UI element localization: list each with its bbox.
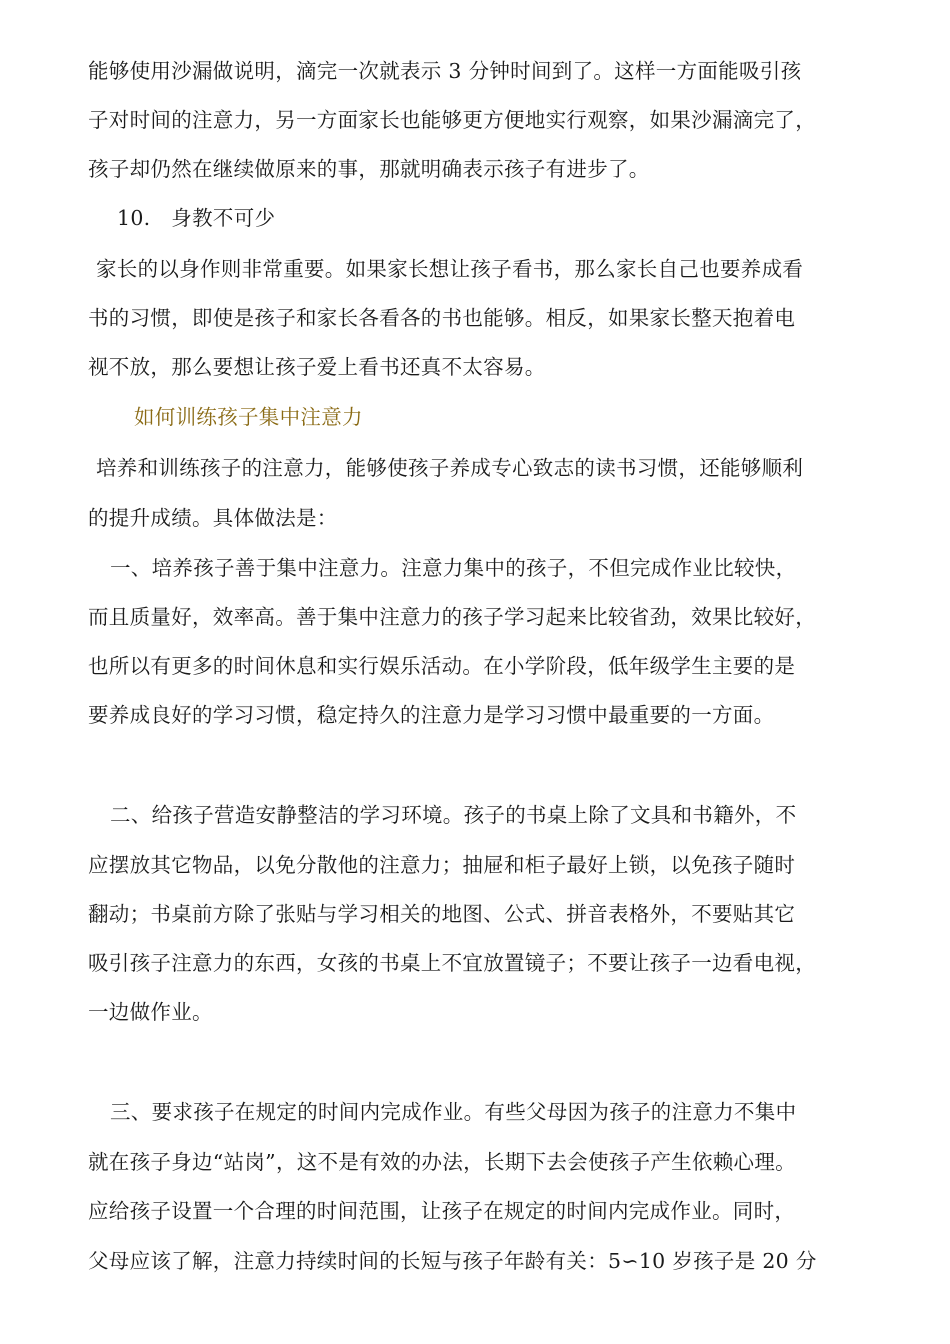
paragraph-line: 视不放，那么要想让孩子爱上看书还真不太容易。 (88, 355, 546, 379)
paragraph-line: 子对时间的注意力，另一方面家长也能够更方便地实行观察，如果沙漏滴完了， (88, 108, 816, 132)
section-heading: 如何训练孩子集中注意力 (134, 405, 363, 429)
paragraph-line: 能够使用沙漏做说明，滴完一次就表示 3 分钟时间到了。这样一方面能吸引孩 (88, 59, 802, 83)
paragraph-line: 父母应该了解，注意力持续时间的长短与孩子年龄有关：5∽10 岁孩子是 20 分 (88, 1249, 817, 1273)
paragraph-line: 而且质量好，效率高。善于集中注意力的孩子学习起来比较省劲，效果比较好， (88, 605, 816, 629)
paragraph-line: 书的习惯，即使是孩子和家长各看各的书也能够。相反，如果家长整天抱着电 (88, 306, 796, 330)
paragraph-line: 应摆放其它物品，以免分散他的注意力；抽屉和柜子最好上锁，以免孩子随时 (88, 853, 796, 877)
paragraph-line: 也所以有更多的时间休息和实行娱乐活动。在小学阶段，低年级学生主要的是 (88, 654, 796, 678)
paragraph-line: 三、要求孩子在规定的时间内完成作业。有些父母因为孩子的注意力不集中 (110, 1100, 797, 1124)
paragraph-line: 要养成良好的学习习惯，稳定持久的注意力是学习习惯中最重要的一方面。 (88, 703, 775, 727)
paragraph-line: 吸引孩子注意力的东西，女孩的书桌上不宜放置镜子；不要让孩子一边看电视， (88, 951, 816, 975)
paragraph-line: 二、给孩子营造安静整洁的学习环境。孩子的书桌上除了文具和书籍外，不 (110, 803, 797, 827)
paragraph-line: 家长的以身作则非常重要。如果家长想让孩子看书，那么家长自己也要养成看 (96, 257, 804, 281)
paragraph-line: 就在孩子身边“站岗”，这不是有效的办法，长期下去会使孩子产生依赖心理。 (88, 1150, 796, 1174)
paragraph-line: 一边做作业。 (88, 1000, 213, 1024)
paragraph-line: 的提升成绩。具体做法是： (88, 506, 338, 530)
paragraph-line: 孩子却仍然在继续做原来的事，那就明确表示孩子有进步了。 (88, 157, 650, 181)
paragraph-line: 培养和训练孩子的注意力，能够使孩子养成专心致志的读书习惯，还能够顺利 (96, 456, 804, 480)
paragraph-line: 一、培养孩子善于集中注意力。注意力集中的孩子，不但完成作业比较快， (110, 556, 797, 580)
paragraph-line: 应给孩子设置一个合理的时间范围，让孩子在规定的时间内完成作业。同时， (88, 1199, 796, 1223)
paragraph-line: 翻动；书桌前方除了张贴与学习相关的地图、公式、拼音表格外，不要贴其它 (88, 902, 796, 926)
item-title: 10. 身教不可少 (117, 206, 276, 230)
